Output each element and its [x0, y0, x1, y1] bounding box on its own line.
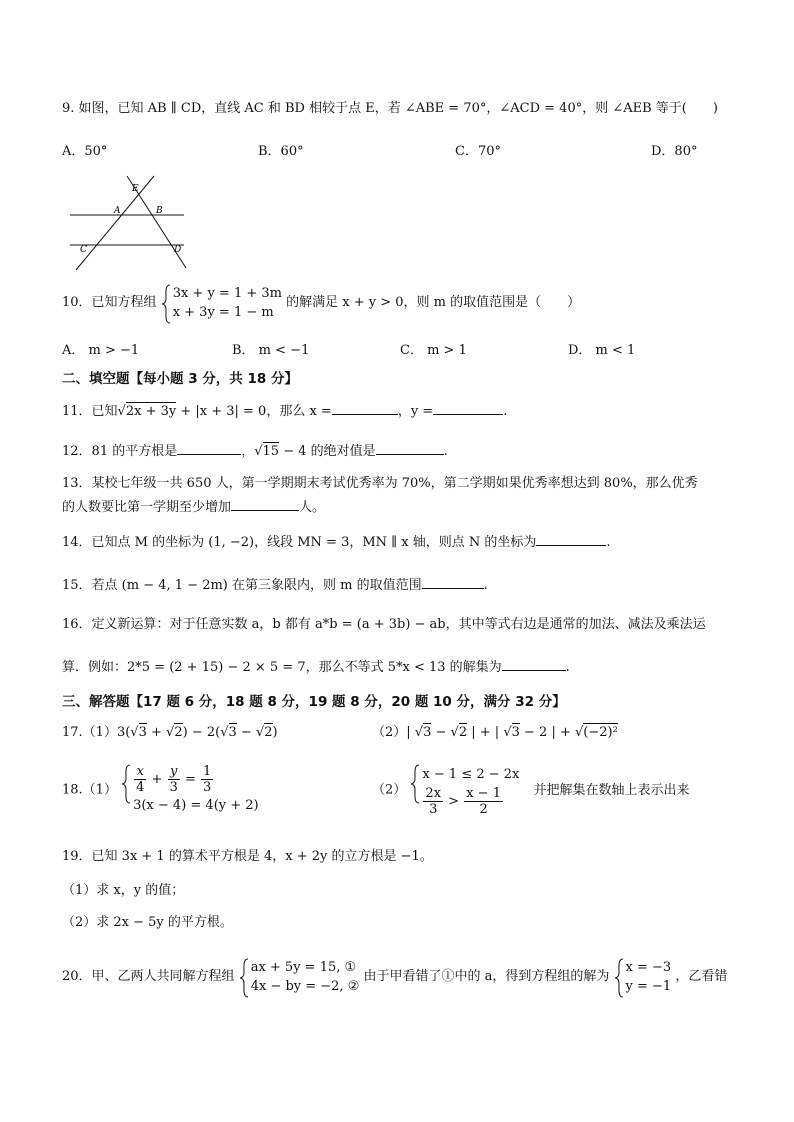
question-20: 20．甲、乙两人共同解方程组 ax + 5y = 15, ① 4x − by = −2, ② 由于甲看错了①中的 a，得到方程组的解为 x = −3 y = −1 ，乙看错 — [62, 958, 727, 996]
question-13-line2: 的人数要比第一学期至少增加 人。 — [62, 497, 325, 517]
question-10-stem: 10．已知方程组 3x + y = 1 + 3m x + 3y = 1 − m 的解满足 x + y > 0，则 m 的取值范围是（ ） — [62, 284, 580, 322]
q10-option-d: D． m < 1 — [568, 343, 636, 358]
question-16-line1: 16．定义新运算：对于任意实数 a，b 都有 a*b = (a + 3b) − ab，其中等式右边是通常的加法、减法及乘法运 — [62, 617, 706, 632]
brace-icon — [121, 764, 131, 804]
question-17-part2: （2）| √3 − √2 | + | √3 − 2 | + √(−2)² — [372, 725, 618, 740]
question-11: 11．已知√2x + 3y + |x + 3| = 0，那么 x = ，y = . — [62, 401, 507, 421]
question-12: 12．81 的平方根是 ，√15 − 4 的绝对值是 . — [62, 441, 448, 461]
q10-option-a: A． m > −1 — [62, 343, 140, 358]
q20-solution: x = −3 y = −1 — [614, 958, 672, 996]
q9-option-b: B．60° — [258, 144, 304, 159]
q11-blank-y[interactable] — [433, 401, 503, 415]
label-d: D — [174, 245, 182, 255]
q10-option-b: B． m < −1 — [232, 343, 310, 358]
q10-eq2: x + 3y = 1 − m — [172, 305, 274, 320]
question-17-part1: 17.（1）3(√3 + √2) − 2(√3 − √2) — [62, 725, 278, 740]
line-ac — [76, 176, 154, 270]
q18-system-1: $\frac{x}{4}$ + $\frac{y}{3}$ = $\frac{1}{3}$ 3(x − 4) = 4(y + 2) — [121, 764, 259, 817]
label-e: E — [132, 184, 139, 194]
question-19-sub1: （1）求 x，y 的值； — [62, 883, 185, 898]
question-18-part2: （2） x − 1 ≤ 2 − 2x $\frac{2x}{3}$ > $\frac{x - 1}{2}$ 并把解集在数轴上表示出来 — [372, 764, 690, 817]
q14-blank[interactable] — [536, 532, 606, 546]
q20-system: ax + 5y = 15, ① 4x − by = −2, ② — [239, 958, 360, 996]
question-9-stem: 9. 如图，已知 AB ∥ CD，直线 AC 和 BD 相较于点 E，若 ∠ABE = 70°，∠ACD = 40°，则 ∠AEB 等于( ) — [62, 101, 718, 116]
brace-icon — [161, 284, 171, 324]
question-15: 15．若点 (m − 4, 1 − 2m) 在第三象限内，则 m 的取值范围 . — [62, 575, 488, 595]
section-fill-in-title: 二、填空题【每小题 3 分，共 18 分】 — [62, 371, 298, 387]
label-c: C — [80, 245, 87, 255]
brace-icon — [239, 958, 249, 998]
question-18-part1: 18.（1） $\frac{x}{4}$ + $\frac{y}{3}$ = $\frac{1}{3}$ 3(x − 4) = 4(y + 2) — [62, 764, 259, 817]
q9-figure — [62, 172, 192, 274]
question-13-line1: 13．某校七年级一共 650 人，第一学期期末考试优秀率为 70%，第二学期如果优秀率想达到 80%，那么优秀 — [62, 476, 698, 491]
q11-blank-x[interactable] — [332, 401, 398, 415]
label-b: B — [156, 206, 163, 216]
q15-blank[interactable] — [422, 575, 484, 589]
label-a: A — [114, 206, 121, 216]
q13-blank[interactable] — [231, 497, 299, 511]
q12-blank-2[interactable] — [376, 441, 444, 455]
question-19-sub2: （2）求 2x − 5y 的平方根。 — [62, 915, 233, 930]
q10-eq1: 3x + y = 1 + 3m — [172, 286, 282, 301]
brace-icon — [410, 764, 420, 804]
q12-blank-1[interactable] — [177, 441, 241, 455]
question-16-line2: 算．例如：2*5 = (2 + 15) − 2 × 5 = 7，那么不等式 5*x < 13 的解集为 . — [62, 657, 570, 677]
q10-option-c: C． m > 1 — [400, 343, 467, 358]
q16-blank[interactable] — [502, 657, 566, 671]
q9-option-d: D．80° — [651, 144, 698, 159]
q10-system — [161, 284, 282, 322]
q9-option-c: C．70° — [455, 144, 501, 159]
question-19-stem: 19．已知 3x + 1 的算术平方根是 4，x + 2y 的立方根是 −1。 — [62, 849, 433, 864]
section-solve-title: 三、解答题【17 题 6 分，18 题 8 分，19 题 8 分，20 题 10 分，满分 32 分】 — [62, 694, 566, 710]
brace-icon — [614, 958, 624, 998]
q18-system-2: x − 1 ≤ 2 − 2x $\frac{2x}{3}$ > $\frac{x - 1}{2}$ — [410, 764, 519, 817]
question-14: 14．已知点 M 的坐标为 (1, −2)，线段 MN = 3，MN ∥ x 轴，则点 N 的坐标为 . — [62, 532, 611, 552]
q9-option-a: A．50° — [62, 144, 108, 159]
